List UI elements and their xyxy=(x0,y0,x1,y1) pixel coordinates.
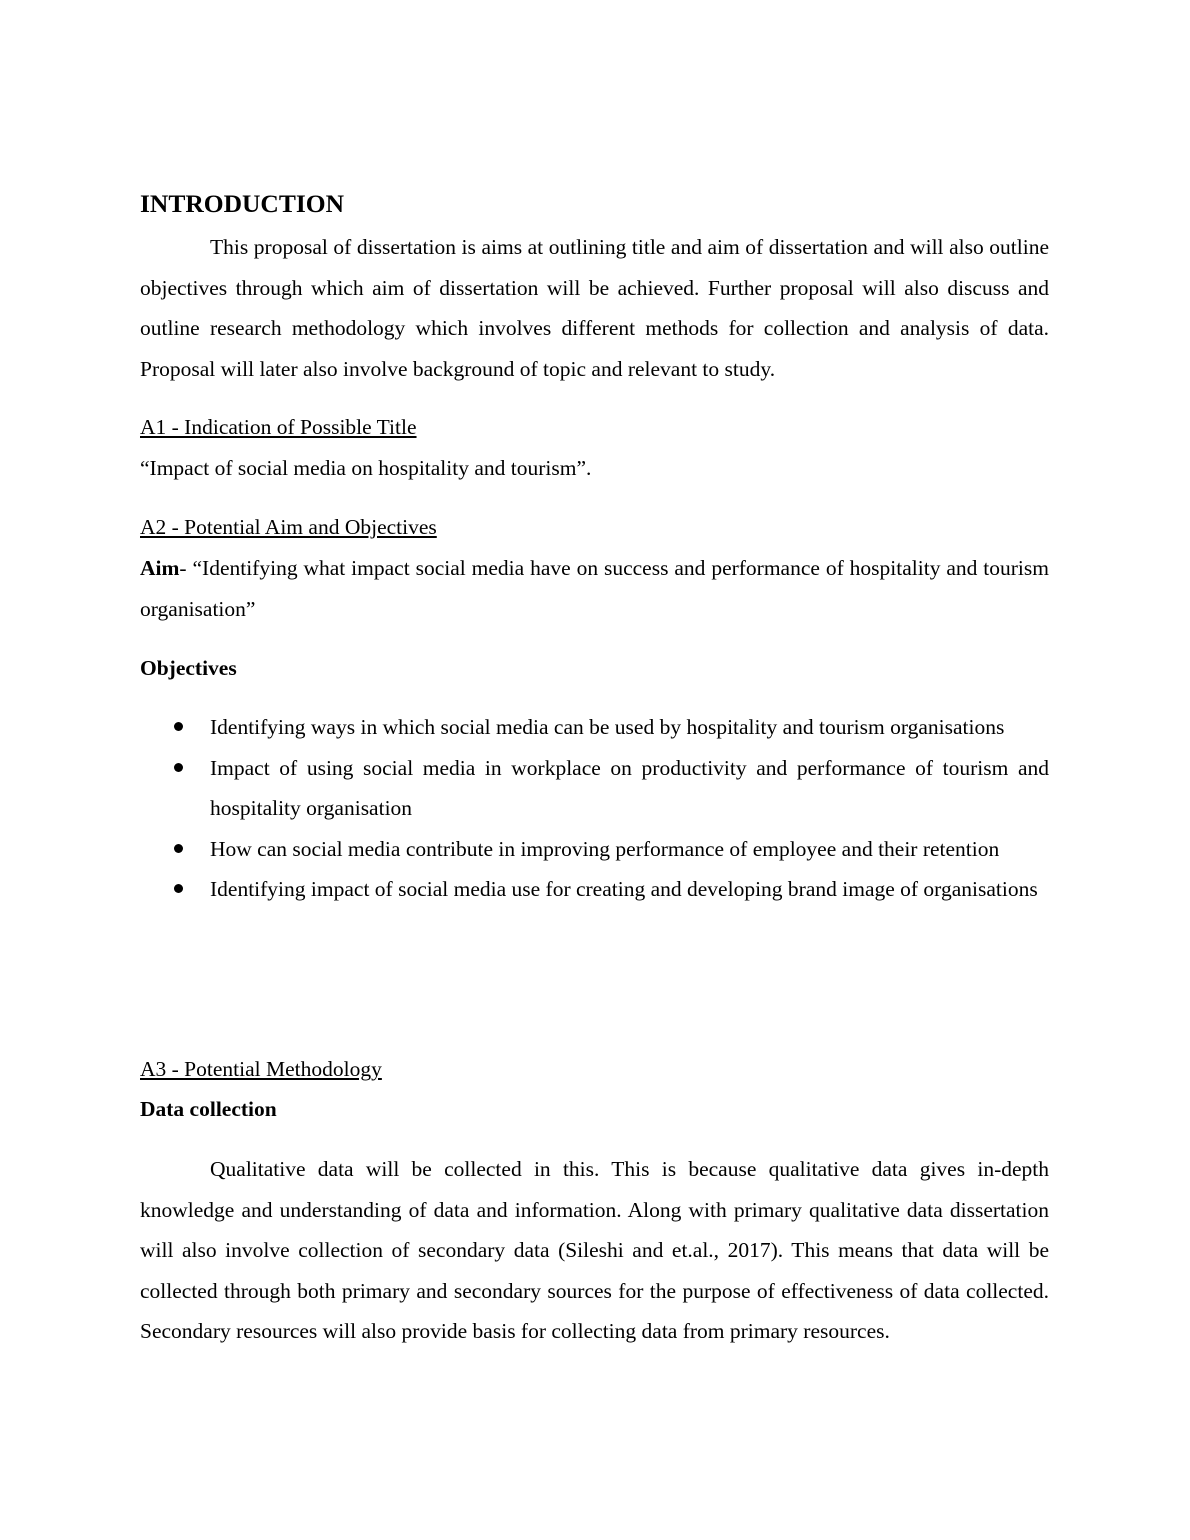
a1-title-text: “Impact of social media on hospitality and tourism”. xyxy=(140,456,592,480)
data-collection-heading: Data collection xyxy=(140,1097,277,1121)
aim-label: Aim xyxy=(140,556,180,580)
methodology-paragraph: Qualitative data will be collected in this. This is because qualitative data gives in-depth knowledge and understanding of data and information. Along with primary qualitative data dissertation will also involve collection of secondary data (Sileshi and et.al., 2017). This means that data will be collected through both primary and secondary sources for the purpose of effectiveness of data collected. Secondary resources will also provide basis for collecting data from primary resources. xyxy=(140,1157,1049,1343)
aim-paragraph xyxy=(140,548,1049,629)
objectives-heading: Objectives xyxy=(140,656,237,680)
objective-item xyxy=(140,829,1049,870)
objectives-list xyxy=(140,707,1049,910)
a3-heading: A3 - Potential Methodology xyxy=(140,1057,382,1081)
bullet-icon xyxy=(174,884,183,893)
objective-text: How can social media contribute in improving performance of employee and their retention xyxy=(210,836,1000,861)
bullet-icon xyxy=(174,844,183,853)
a2-heading: A2 - Potential Aim and Objectives xyxy=(140,515,437,539)
objective-text: Impact of using social media in workplace on productivity and performance of tourism and hospitality organisation xyxy=(210,755,1049,820)
introduction-paragraph: This proposal of dissertation is aims at outlining title and aim of dissertation and will also outline objectives through which aim of dissertation will be achieved. Further proposal will also discuss and outline research methodology which involves different methods for collection and analysis of data. Proposal will later also involve background of topic and relevant to study. xyxy=(140,235,1049,381)
aim-text: - “Identifying what impact social media have on success and performance of hospitality and tourism organisation” xyxy=(140,556,1049,621)
objective-text: Identifying ways in which social media can be used by hospitality and tourism organisations xyxy=(210,715,1005,739)
bullet-icon xyxy=(174,763,183,772)
objective-item xyxy=(140,748,1049,829)
objective-item xyxy=(140,707,1049,748)
objective-text: Identifying impact of social media use for creating and developing brand image of organisations xyxy=(210,877,1038,901)
introduction-heading: INTRODUCTION xyxy=(140,189,345,218)
a1-heading: A1 - Indication of Possible Title xyxy=(140,415,417,439)
bullet-icon xyxy=(174,722,183,731)
objective-item xyxy=(140,869,1049,910)
